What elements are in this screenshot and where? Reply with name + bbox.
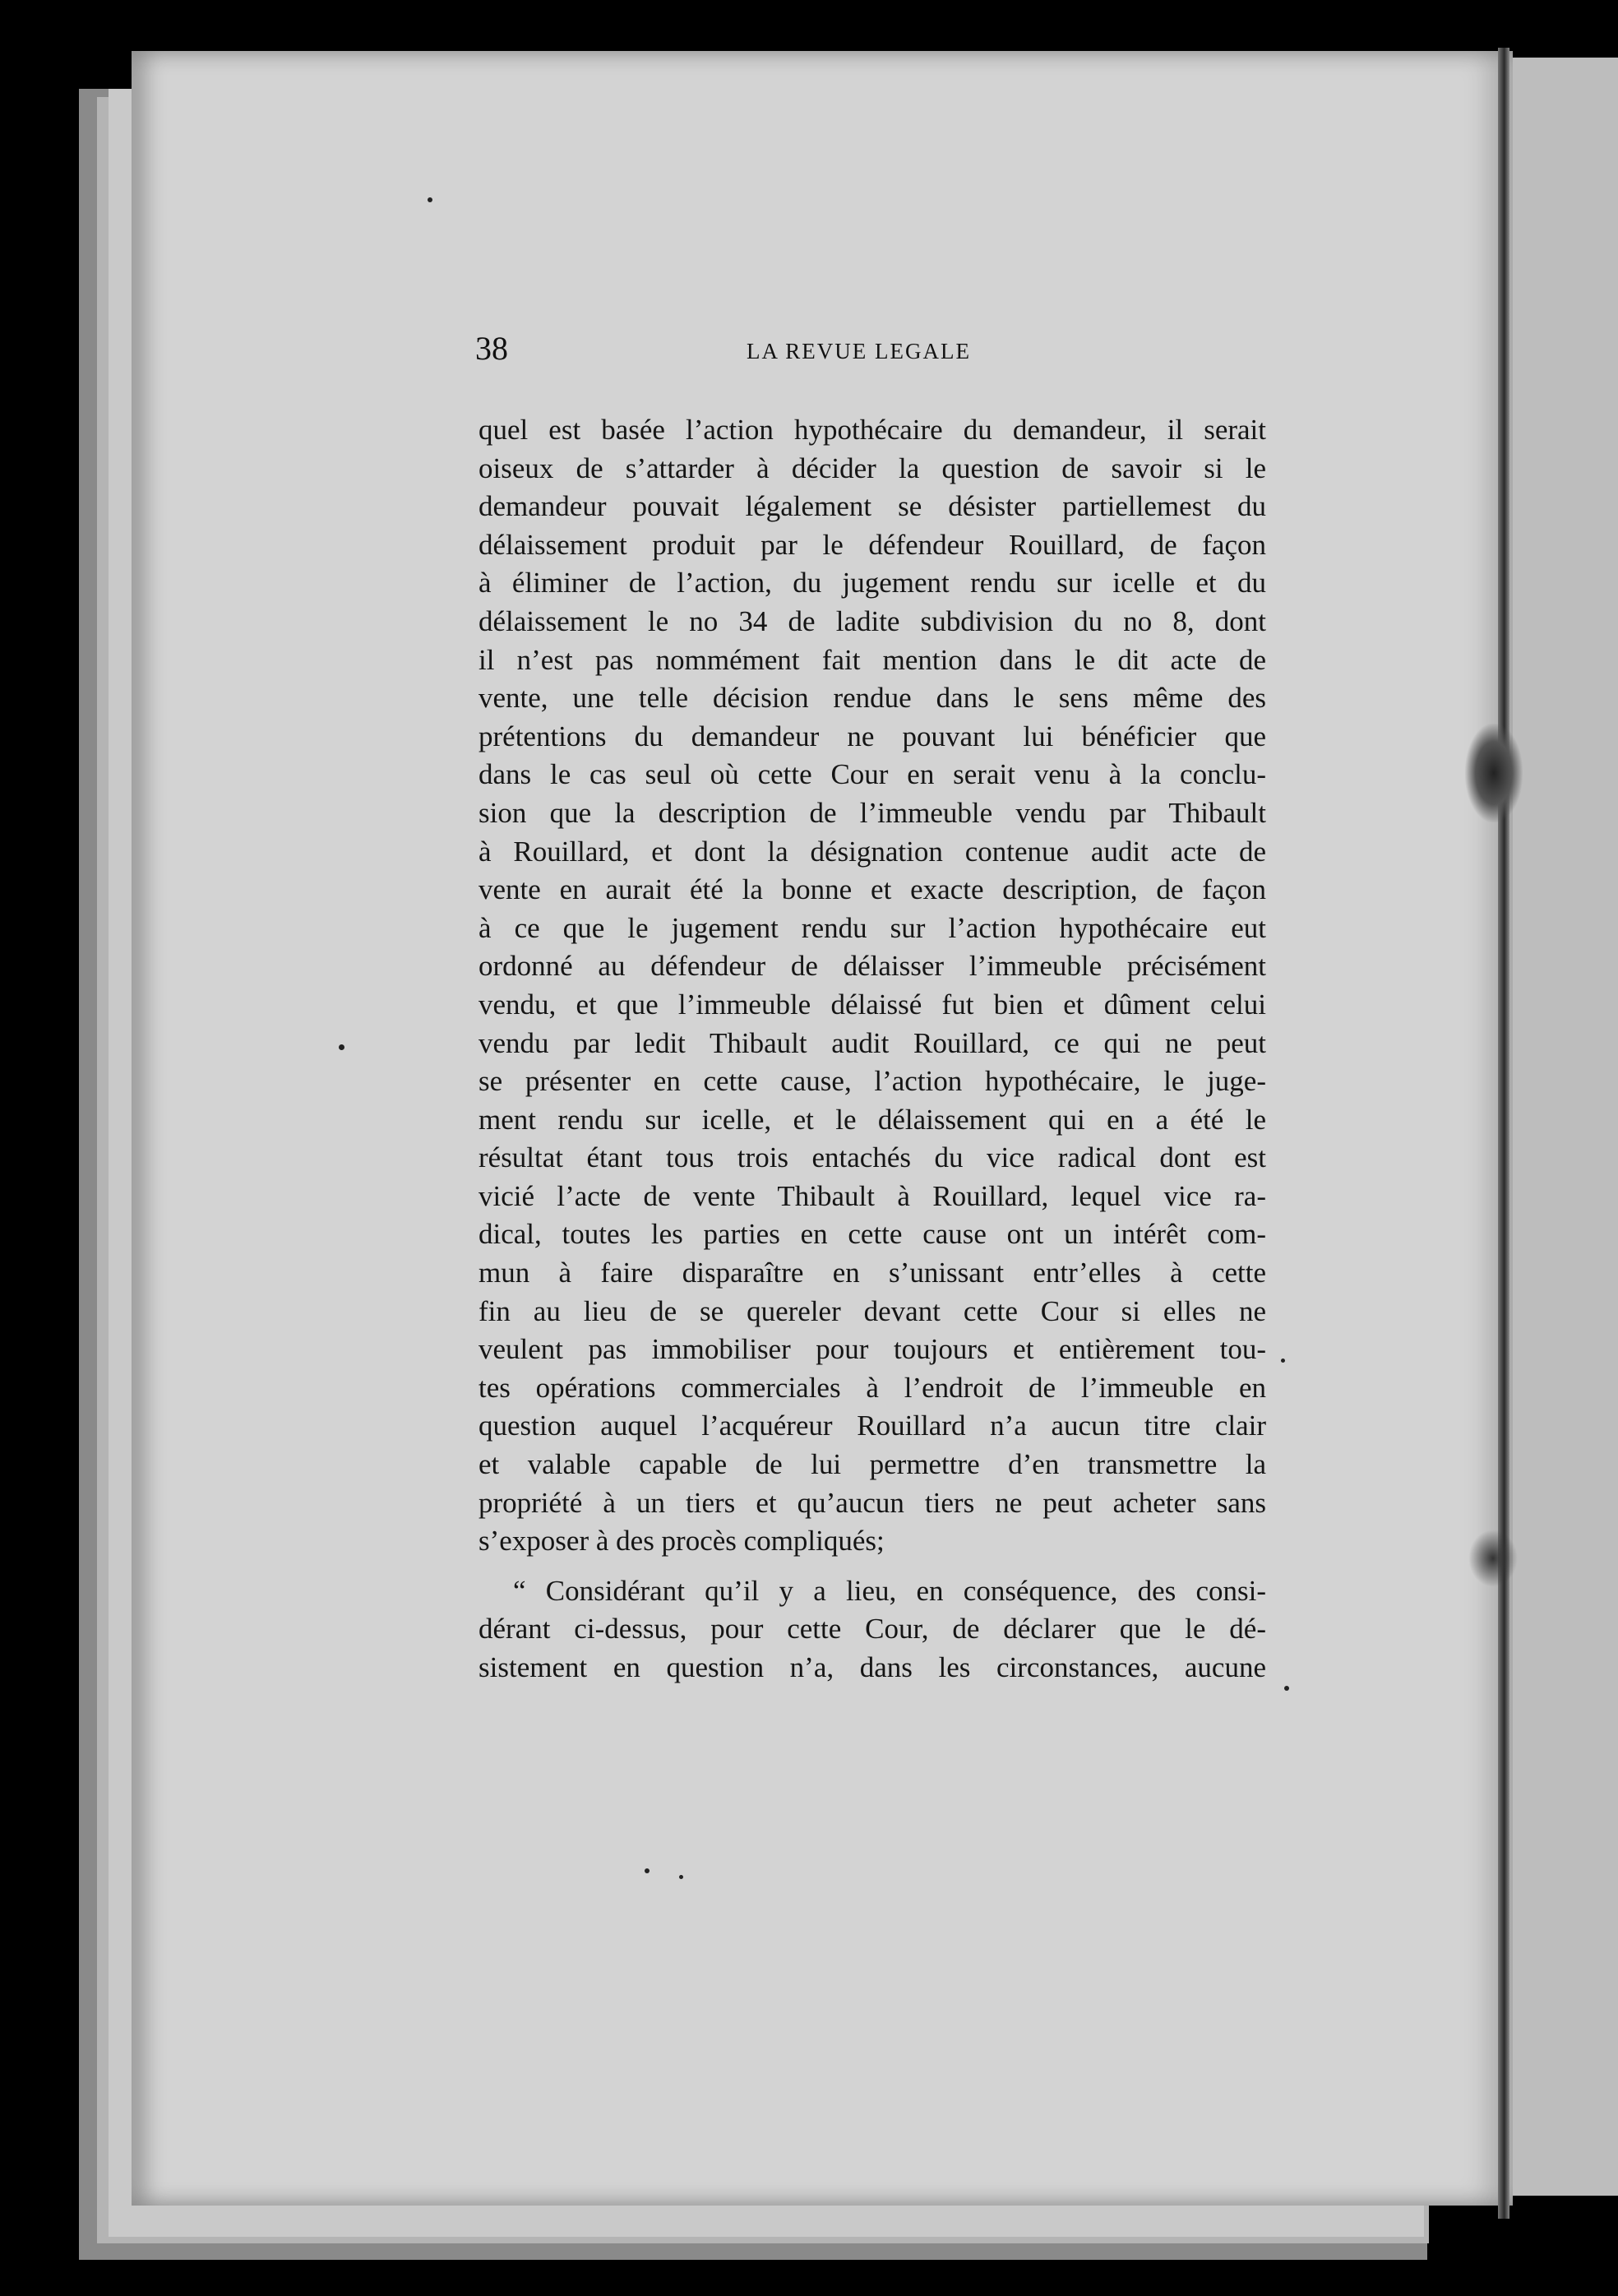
text-line: prétentions du demandeur ne pouvant lui bénéficier que [478, 720, 1266, 752]
text-line: propriété à un tiers et qu’aucun tiers ne peut acheter sans [478, 1486, 1266, 1519]
text-line: et valable capable de lui permettre d’en transmettre la [478, 1448, 1266, 1481]
dust-speck [428, 197, 432, 202]
text-line: fin au lieu de se quereler devant cette Cour si elles ne [478, 1294, 1266, 1327]
dust-speck [679, 1875, 683, 1879]
running-title: LA REVUE LEGALE [747, 339, 971, 363]
text-line: sion que la description de l’immeuble vendu par Thibault [478, 796, 1266, 829]
paragraph-gap [478, 1561, 1266, 1572]
dust-speck [1281, 1359, 1285, 1363]
text-line: “ Considérant qu’il y a lieu, en conséquence, des consi- [513, 1574, 1266, 1607]
text-line: dical, toutes les parties en cette cause ont un intérêt com- [478, 1218, 1266, 1251]
text-line: résultat étant tous trois entachés du vice radical dont est [478, 1141, 1266, 1174]
text-line: quel est basée l’action hypothécaire du demandeur, il serait [478, 414, 1266, 446]
text-line: vendu, et que l’immeuble délaissé fut bien et dûment celui [478, 988, 1266, 1021]
text-line: ment rendu sur icelle, et le délaissement qui en a été le [478, 1103, 1266, 1136]
binding-damage-mark [1465, 724, 1523, 822]
body-text [478, 411, 1266, 1687]
binding-damage-mark [1468, 1530, 1518, 1587]
text-line: dans le cas seul où cette Cour en serait venu à la conclu- [478, 758, 1266, 791]
text-line: oiseux de s’attarder à décider la question de savoir si le [478, 451, 1266, 484]
text-line: vicié l’acte de vente Thibault à Rouillard, lequel vice ra- [478, 1179, 1266, 1212]
page-number: 38 [475, 330, 508, 367]
dust-speck [1284, 1686, 1289, 1691]
book-gutter [1498, 48, 1509, 2219]
text-line: question auquel l’acquéreur Rouillard n’a aucun titre clair [478, 1410, 1266, 1442]
text-line: sistement en question n’a, dans les circonstances, aucune [478, 1651, 1266, 1683]
text-line: dérant ci-dessus, pour cette Cour, de déclarer que le dé- [478, 1613, 1266, 1646]
text-line: vente en aurait été la bonne et exacte description, de façon [478, 873, 1266, 906]
running-header [475, 329, 1297, 395]
text-line: délaissement produit par le défendeur Rouillard, de façon [478, 528, 1266, 561]
text-line: il n’est pas nommément fait mention dans le dit acte de [478, 643, 1266, 676]
text-line: à ce que le jugement rendu sur l’action hypothécaire eut [478, 911, 1266, 944]
paragraph [478, 411, 1266, 1561]
text-line: délaissement le no 34 de ladite subdivision du no 8, dont [478, 604, 1266, 637]
text-line: veulent pas immobiliser pour toujours et entièrement tou- [478, 1333, 1266, 1366]
text-line: à Rouillard, et dont la désignation contenue audit acte de [478, 835, 1266, 868]
text-line: vente, une telle décision rendue dans le sens même des [478, 682, 1266, 715]
facing-page-edge [1511, 58, 1618, 2196]
dust-speck [339, 1044, 344, 1050]
paragraph [478, 1572, 1266, 1687]
text-line: se présenter en cette cause, l’action hypothécaire, le juge- [478, 1065, 1266, 1098]
text-line: à éliminer de l’action, du jugement rendu sur icelle et du [478, 567, 1266, 599]
text-line: vendu par ledit Thibault audit Rouillard, ce qui ne peut [478, 1026, 1266, 1059]
text-line: demandeur pouvait légalement se désister partiellemest du [478, 490, 1266, 523]
dust-speck [645, 1868, 650, 1873]
text-line: tes opérations commerciales à l’endroit de l’immeuble en [478, 1371, 1266, 1404]
text-line: s’exposer à des procès compliqués; [478, 1525, 885, 1558]
text-line: mun à faire disparaître en s’unissant entr’elles à cette [478, 1257, 1266, 1289]
text-line: ordonné au défendeur de délaisser l’immeuble précisément [478, 950, 1266, 983]
